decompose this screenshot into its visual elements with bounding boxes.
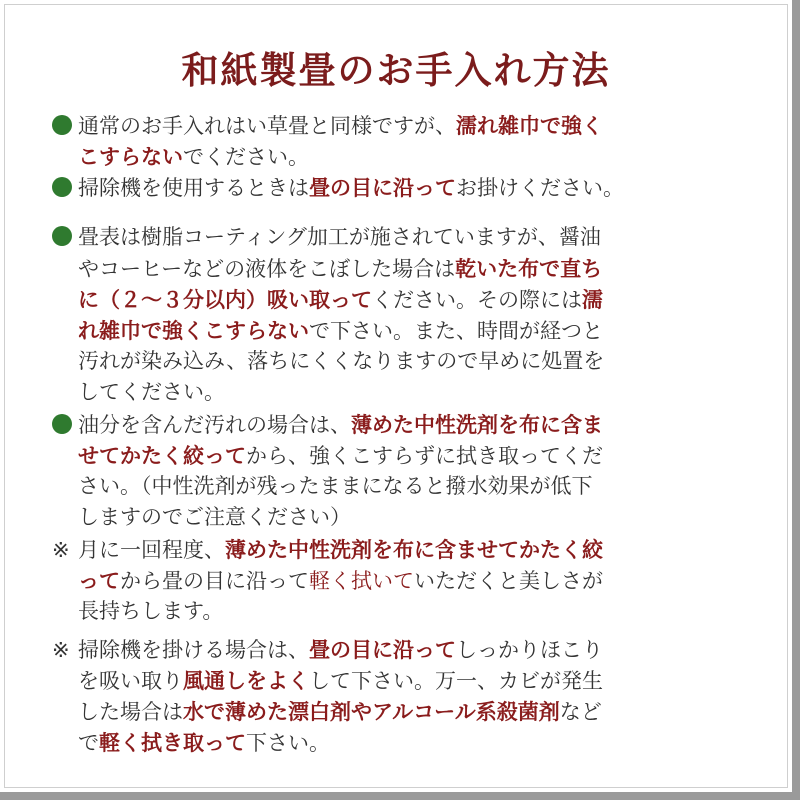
body-text: 掃除機を使用するときは xyxy=(78,176,309,200)
text-line xyxy=(52,284,604,315)
note-item xyxy=(52,534,603,627)
highlight-text: 風通しをよく xyxy=(183,668,309,693)
body-text: いただくと美しさが xyxy=(414,569,603,593)
body-text: 油分を含んだ汚れの場合は、 xyxy=(78,413,351,437)
body-text: した場合は xyxy=(78,700,183,724)
body-text: から、強くこすらずに拭き取ってくだ xyxy=(246,444,603,468)
highlight-text: 濡れ雑巾で強く xyxy=(456,113,603,138)
text-line xyxy=(52,346,604,377)
body-text: さい。（中性洗剤が残ったままになると撥水効果が低下 xyxy=(78,474,593,498)
text-line xyxy=(52,696,603,727)
highlight-text: に（２～３分以内）吸い取って xyxy=(78,287,372,312)
text-line xyxy=(52,565,603,596)
body-text: でください。 xyxy=(183,145,309,169)
text-line xyxy=(52,471,603,502)
text-line xyxy=(52,727,603,758)
text-line xyxy=(52,172,624,203)
body-text: してください。 xyxy=(78,380,225,404)
highlight-text: 薄めた中性洗剤を布に含ま xyxy=(351,412,603,437)
highlight-text: 畳の目に沿って xyxy=(309,175,456,200)
text-line xyxy=(52,634,603,665)
bullet-item xyxy=(52,409,603,533)
highlight-text: 水で薄めた漂白剤やアルコール系殺菌剤 xyxy=(183,699,560,724)
highlight-text: 畳の目に沿って xyxy=(309,637,456,662)
text-line xyxy=(52,110,603,141)
text-line xyxy=(52,253,604,284)
text-line xyxy=(52,141,603,172)
body-text: を吸い取り xyxy=(78,669,183,693)
text-line xyxy=(52,222,604,253)
highlight-text: 軽く拭き取って xyxy=(99,730,246,755)
body-text: お掛けください。 xyxy=(456,176,624,200)
body-text: で xyxy=(78,731,99,755)
text-line xyxy=(52,315,604,346)
highlight-text: 乾いた布で直ち xyxy=(455,256,603,281)
highlight-text: って xyxy=(78,568,120,593)
highlight-text: せてかたく絞って xyxy=(78,443,246,468)
body-text: で下さい。また、時間が経つと xyxy=(309,319,603,343)
note-mark: ※ xyxy=(52,638,70,662)
text-line xyxy=(52,534,603,565)
note-item xyxy=(52,634,603,758)
text-line xyxy=(52,440,603,471)
bullet-item xyxy=(52,222,604,408)
highlight-text: 軽く拭いて xyxy=(309,569,414,593)
body-text: 下さい。 xyxy=(246,731,330,755)
body-text: 汚れが染み込み、落ちにくくなりますので早めに処置を xyxy=(78,349,605,373)
text-line xyxy=(52,409,603,440)
highlight-text: れ雑巾で強くこすらない xyxy=(78,318,309,343)
body-text: やコーヒーなどの液体をこぼした場合は xyxy=(78,257,456,281)
page-title: 和紙製畳のお手入れ方法 xyxy=(181,48,611,92)
body-text: 月に一回程度、 xyxy=(78,538,225,562)
body-text: して下さい。万一、カビが発生 xyxy=(309,669,603,693)
bullet-item xyxy=(52,110,603,172)
body-text: など xyxy=(559,700,602,724)
body-text: しっかりほこり xyxy=(456,638,603,662)
body-text: ください。その際には xyxy=(372,288,582,312)
body-text: から畳の目に沿って xyxy=(120,569,309,593)
body-text: しますのでご注意ください） xyxy=(78,505,351,529)
body-text: 掃除機を掛ける場合は、 xyxy=(78,638,309,662)
text-line xyxy=(52,665,603,696)
body-text: 通常のお手入れはい草畳と同様ですが、 xyxy=(78,114,456,138)
green-bullet-icon xyxy=(52,177,72,197)
highlight-text: 薄めた中性洗剤を布に含ませてかたく絞 xyxy=(225,537,603,562)
highlight-text: こすらない xyxy=(78,144,183,169)
bullet-item xyxy=(52,172,624,203)
green-bullet-icon xyxy=(52,414,72,434)
green-bullet-icon xyxy=(52,115,72,135)
note-mark: ※ xyxy=(52,538,70,562)
green-bullet-icon xyxy=(52,226,72,246)
body-text: 畳表は樹脂コーティング加工が施されていますが、醤油 xyxy=(78,225,601,249)
body-text: 長持ちします。 xyxy=(78,599,224,623)
text-line xyxy=(52,502,603,533)
text-line xyxy=(52,596,603,627)
text-line xyxy=(52,377,604,408)
highlight-text: 濡 xyxy=(582,287,603,312)
